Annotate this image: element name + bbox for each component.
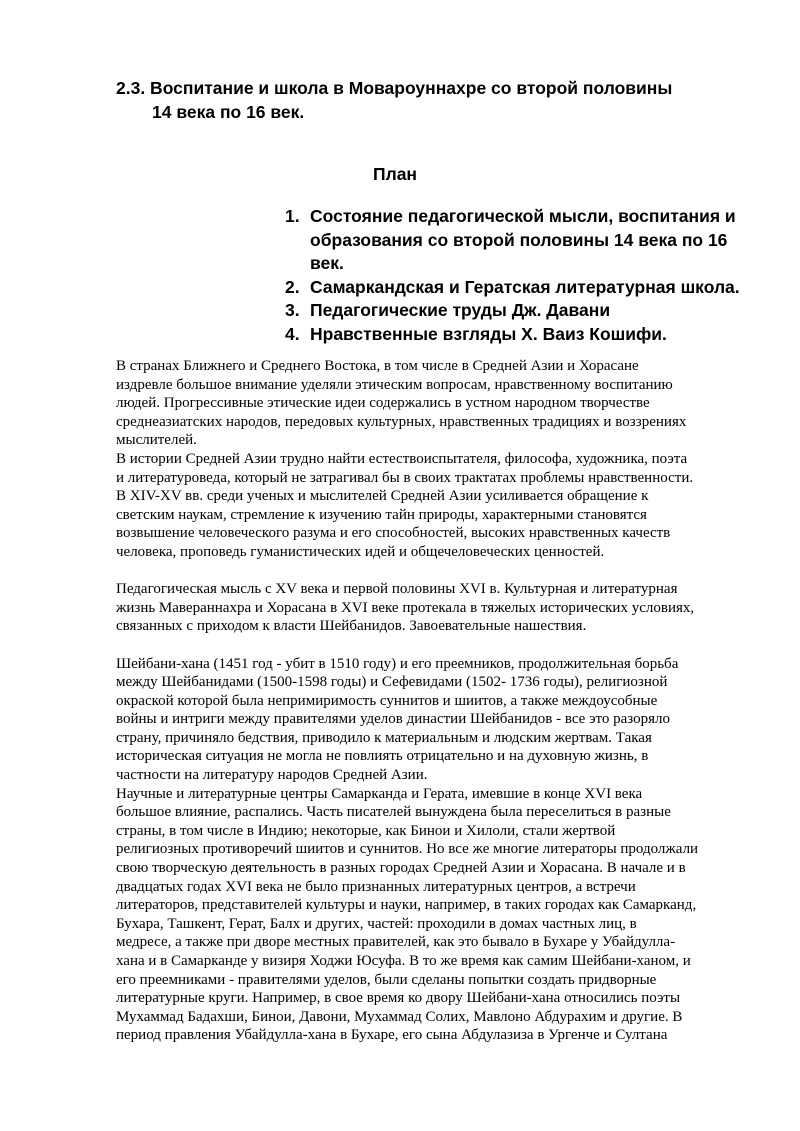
- body-line: жизнь Мавераннахра и Хорасана в XVI веке протекала в тяжелых исторических условиях,: [116, 599, 695, 616]
- body-line: Мухаммад Бадахши, Бинои, Давони, Мухаммад Солих, Мавлоно Абдурахим и другие. В: [116, 1008, 683, 1025]
- plan-item-line: образования со второй половины 14 века по 16: [310, 229, 728, 250]
- plan-item-line: Нравственные взгляды Х. Ваиз Кошифи.: [310, 323, 667, 344]
- body-line: светским наукам, стремление к изучению тайн природы, характерными становятся: [116, 506, 647, 523]
- paragraph-gap: [116, 562, 726, 581]
- body-line: период правления Убайдулла-хана в Бухаре, его сына Абдулазиза в Ургенче и Султана: [116, 1027, 668, 1044]
- plan-item-line: Самаркандская и Гератская литературная школа.: [310, 276, 740, 297]
- body-line: человека, проповедь гуманистических идей и общечеловеческих ценностей.: [116, 543, 605, 560]
- body-line: В XIV-XV вв. среди ученых и мыслителей Средней Азии усиливается обращение к: [116, 488, 649, 505]
- plan-item: [285, 299, 755, 323]
- body-line: В истории Средней Азии трудно найти естествоиспытателя, философа, художника, поэта: [116, 450, 688, 467]
- plan-item-line: Педагогические труды Дж. Давани: [310, 300, 611, 320]
- plan-item-text: [310, 323, 755, 347]
- plan-item: [285, 276, 755, 300]
- plan-title: План: [373, 164, 417, 184]
- body-line: Бухара, Ташкент, Герат, Балх и других, частей: проходили в домах частных лиц, в: [116, 915, 637, 932]
- plan-item-number: 3.: [285, 300, 300, 320]
- body-line: религиозных противоречий шиитов и суннитов. Но все же многие литераторы продолжали: [116, 841, 699, 858]
- section-heading-line-2: 14 века по 16 век.: [152, 102, 305, 122]
- plan-item-number: 2.: [285, 276, 300, 297]
- plan-item-text: [310, 299, 755, 323]
- body-line: и литературоведа, который не затрагивал бы в своих трактатах проблемы нравственности.: [116, 469, 694, 486]
- body-line: окраской которой была непримиримость суннитов и шиитов, а также междоусобные: [116, 692, 658, 709]
- body-line: издревле большое внимание уделяли этическим вопросам, нравственному воспитанию: [116, 376, 673, 393]
- body-line: связанных с приходом к власти Шейбанидов. Завоевательные нашествия.: [116, 618, 587, 635]
- body-text: [116, 357, 726, 1045]
- plan-item: [285, 323, 755, 347]
- body-line: Шейбани-хана (1451 год - убит в 1510 году) и его преемников, продолжительная борьба: [116, 655, 679, 672]
- body-line: возвышение человеческого разума и его способностей, высоких нравственных качеств: [116, 525, 671, 542]
- body-line: литературные круги. Например, в свое время ко двору Шейбани-хана относились поэты: [116, 990, 681, 1007]
- body-line: мыслителей.: [116, 432, 197, 449]
- plan-item: [285, 205, 755, 276]
- section-heading: [116, 76, 736, 124]
- body-line: войны и интриги между правителями уделов династии Шейбанидов - все это разоряло: [116, 711, 671, 728]
- body-line: частности на литературу народов Средней Азии.: [116, 767, 428, 784]
- section-heading-line-1: 2.3. Воспитание и школа в Мовароуннахре со второй половины: [116, 78, 673, 98]
- body-line: литераторов, представителей культуры и науки, например, в таких городах как Самарканд,: [116, 897, 697, 914]
- body-line: историческая ситуация не могла не повлиять отрицательно и на духовную жизнь, в: [116, 748, 649, 765]
- body-line: Научные и литературные центры Самарканда и Герата, имевшие в конце XVI века: [116, 785, 643, 802]
- body-line: между Шейбанидами (1500-1598 годы) и Сефевидами (1502- 1736 годы), религиозной: [116, 674, 668, 691]
- body-line: В странах Ближнего и Среднего Востока, в том числе в Средней Азии и Хорасане: [116, 358, 639, 374]
- body-line: среднеазиатских народов, передовых культурных, нравственных традициях и воззрениях: [116, 413, 687, 430]
- body-line: свою творческую деятельность в разных городах Средней Азии и Хорасана. В начале и в: [116, 860, 686, 877]
- plan-item-text: [310, 276, 755, 300]
- plan-item-number: 1.: [285, 206, 300, 226]
- body-line: хана и в Самарканде у визиря Ходжи Юсуфа. В то же время как самим Шейбани-ханом, и: [116, 953, 691, 969]
- body-line: его преемниками - правителями уделов, были сделаны попытки создать придворные: [116, 971, 657, 988]
- body-line: медресе, а также при дворе местных правителей, как это бывало в Бухаре у Убайдулла-: [116, 934, 676, 951]
- body-line: двадцатых годах XVI века не было признанных литературных центров, а встречи: [116, 878, 636, 895]
- plan-item-number: 4.: [285, 323, 300, 344]
- plan-item-line: Состояние педагогической мысли, воспитания и: [310, 206, 736, 226]
- paragraph-gap: [116, 636, 726, 655]
- body-line: Педагогическая мысль с XV века и первой половины XVI в. Культурная и литературная: [116, 581, 678, 598]
- plan-list: [285, 205, 755, 346]
- body-line: людей. Прогрессивные этические идеи содержались в устном народном творчестве: [116, 395, 650, 412]
- body-line: страны, в том числе в Индию; некоторые, как Бинои и Хилоли, стали жертвой: [116, 822, 616, 839]
- plan-item-line: век.: [310, 253, 344, 273]
- body-line: большое влияние, распались. Часть писателей вынуждена была переселиться в разные: [116, 804, 671, 821]
- plan-item-text: [310, 205, 755, 276]
- body-line: страну, причиняло бедствия, приводило к материальным и людским жертвам. Такая: [116, 729, 652, 746]
